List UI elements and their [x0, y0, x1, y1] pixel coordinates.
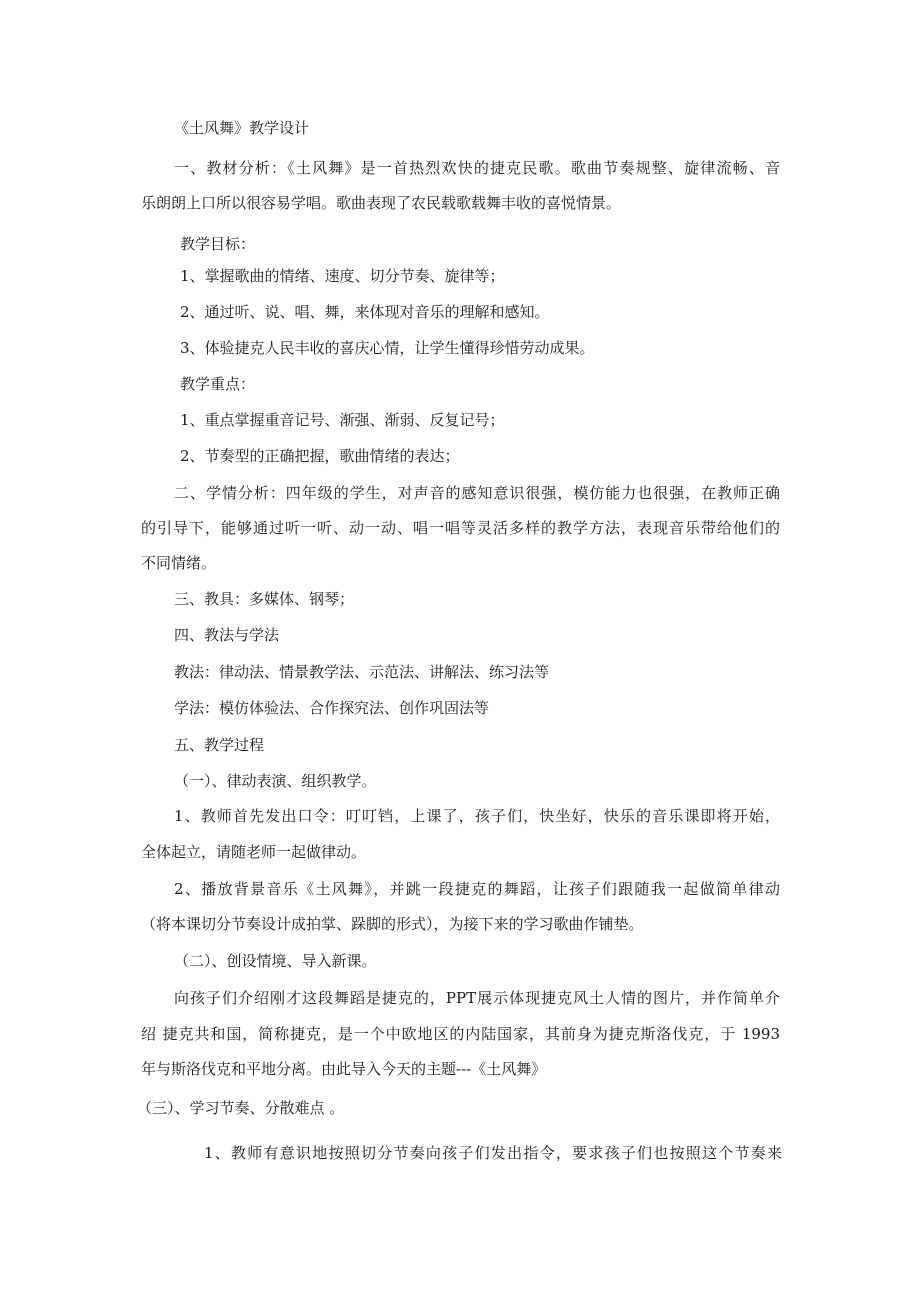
- section-2-line-2: 的引导下，能够通过听一听、动一动、唱一唱等灵活多样的教学方法，表现音乐带给他们的: [141, 519, 780, 537]
- document-title: 《土风舞》教学设计: [174, 119, 310, 137]
- process-2-line-3: 年与斯洛伐克和平地分离。由此导入今天的主题---《土风舞》: [141, 1060, 547, 1078]
- process-2-line-1: 向孩子们介绍刚才这段舞蹈是捷克的，PPT展示体现捷克风土人情的图片，并作简单介: [174, 989, 780, 1007]
- teaching-methods: 教法：律动法、情景教学法、示范法、讲解法、练习法等: [174, 663, 550, 681]
- section-4: 四、教法与学法: [174, 626, 280, 644]
- process-1-item-1-line-2: 全体起立，请随老师一起做律动。: [141, 843, 367, 861]
- section-1-line-2: 乐朗朗上口所以很容易学唱。歌曲表现了农民载歌载舞丰收的喜悦情景。: [141, 194, 622, 212]
- process-2-line-2: 绍 捷克共和国，简称捷克，是一个中欧地区的内陆国家，其前身为捷克斯洛伐克，于 1993: [141, 1025, 780, 1043]
- goal-item-2: 2、通过听、说、唱、舞，来体现对音乐的理解和感知。: [180, 303, 550, 321]
- section-2-line-1: 二、学情分析：四年级的学生，对声音的感知意识很强，模仿能力也很强，在教师正确: [174, 484, 780, 502]
- learning-methods: 学法：模仿体验法、合作探究法、创作巩固法等: [174, 699, 490, 717]
- process-1-item-2-line-1: 2、播放背景音乐《土风舞》，并跳一段捷克的舞蹈，让孩子们跟随我一起做简单律动: [174, 880, 780, 898]
- focus-heading: 教学重点：: [180, 375, 256, 393]
- goals-heading: 教学目标：: [180, 235, 256, 253]
- process-2-heading: （二）、创设情境、导入新课。: [174, 952, 377, 970]
- goal-item-3: 3、体验捷克人民丰收的喜庆心情，让学生懂得珍惜劳动成果。: [180, 339, 595, 357]
- section-5: 五、教学过程: [174, 736, 265, 754]
- section-3: 三、教具：多媒体、钢琴；: [174, 590, 355, 608]
- focus-item-2: 2、节奏型的正确把握，歌曲情绪的表达；: [180, 447, 460, 465]
- process-1-item-2-line-2: （将本课切分节奏设计成拍掌、跺脚的形式），为接下来的学习歌曲作铺垫。: [141, 915, 644, 933]
- process-3-item-1-line-1: 1、教师有意识地按照切分节奏向孩子们发出指令，要求孩子们也按照这个节奏来: [204, 1144, 782, 1162]
- process-3-heading: （三）、学习节奏、分散难点 。: [137, 1099, 345, 1117]
- section-2-line-3: 不同情绪。: [141, 554, 217, 572]
- process-1-item-1-line-1: 1、教师首先发出口令：叮叮铛，上课了，孩子们，快坐好，快乐的音乐课即将开始，: [174, 807, 780, 825]
- goal-item-1: 1、掌握歌曲的情绪、速度、切分节奏、旋律等；: [180, 267, 505, 285]
- process-1-heading: （一）、律动表演、组织教学。: [174, 772, 377, 790]
- focus-item-1: 1、重点掌握重音记号、渐强、渐弱、反复记号；: [180, 411, 505, 429]
- section-1-line-1: 一、教材分析：《土风舞》是一首热烈欢快的捷克民歌。歌曲节奏规整、旋律流畅、音: [174, 159, 780, 177]
